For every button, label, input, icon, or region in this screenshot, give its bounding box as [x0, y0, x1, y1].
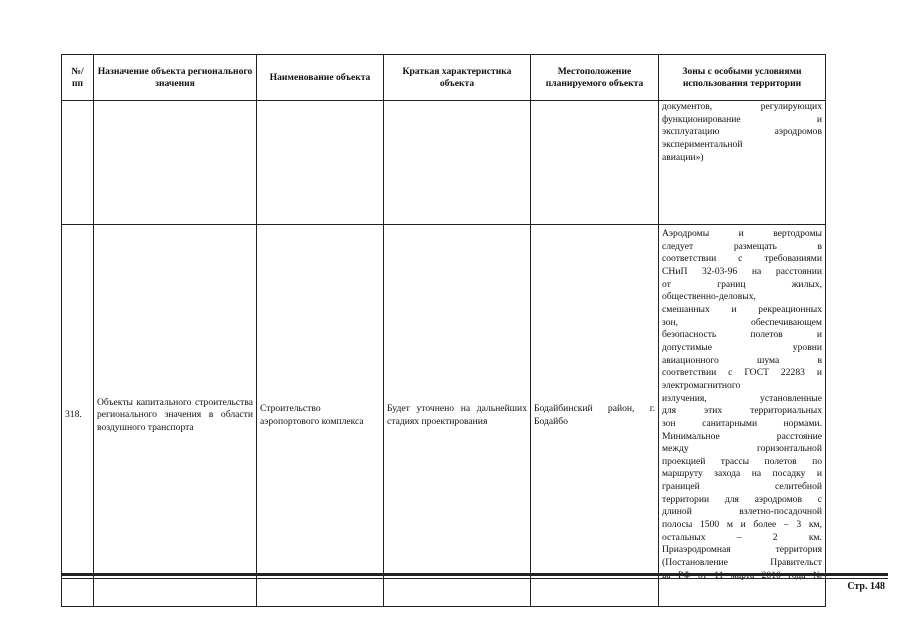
- zone-line: остальных – 2 км.: [662, 531, 822, 543]
- table-row-continuation: [62, 101, 826, 225]
- zone-line: излучения, установленные: [662, 392, 822, 404]
- zone-line: от границ жилых,: [662, 278, 822, 290]
- cell-empty: [384, 101, 531, 225]
- cell-name: Строительство аэропортового комплекса: [257, 225, 384, 607]
- cell-zones-continuation: [659, 101, 826, 225]
- zone-line: смешанных и рекреационных: [662, 303, 822, 315]
- table-header-row: [62, 55, 826, 101]
- header-location: Местоположение планируемого объекта: [531, 55, 659, 101]
- zone-line: экспериментальной: [662, 138, 743, 150]
- cell-purpose: Объекты капитального строительства регионального значения в области воздушного транспорта: [94, 225, 257, 607]
- zone-line: для этих территориальных: [662, 405, 822, 417]
- zone-line: следует размещать в: [662, 240, 822, 252]
- cell-empty: [257, 101, 384, 225]
- header-zones: Зоны с особыми условиями использования территории: [659, 55, 826, 101]
- header-purpose: Назначение объекта регионального значения: [94, 55, 257, 101]
- zone-line: СНиП 32-03-96 на расстоянии: [662, 265, 822, 277]
- cell-empty: [94, 101, 257, 225]
- cell-zones: [659, 225, 826, 607]
- zone-line: (Постановление Правительст: [662, 557, 822, 569]
- zone-line: зон санитарными нормами.: [662, 417, 822, 429]
- zone-line: документов, регулирующих: [662, 101, 822, 112]
- cell-characteristic: Будет уточнено на дальнейших стадиях проектирования: [384, 225, 531, 607]
- cell-empty: [62, 101, 94, 225]
- zone-line: авиационного шума в: [662, 354, 822, 366]
- zone-line: Минимальное расстояние: [662, 430, 822, 442]
- header-num: №/ пп: [62, 55, 94, 101]
- cell-location: Бодайбинский район, г. Бодайбо: [531, 225, 659, 607]
- footer-divider-thin: [61, 578, 888, 579]
- header-name: Наименование объекта: [257, 55, 384, 101]
- zone-line: Приаэродромная территория: [662, 544, 822, 556]
- zone-line: допустимые уровни: [662, 341, 822, 353]
- footer-divider: [61, 573, 888, 576]
- zone-line: длиной взлетно-посадочной: [662, 506, 822, 518]
- zone-line: электромагнитного: [662, 379, 741, 391]
- zone-line: авиации»): [662, 151, 704, 163]
- page-number: Стр. 148: [847, 581, 885, 592]
- zone-line: маршруту захода на посадку и: [662, 468, 822, 480]
- table-row-318: [62, 225, 826, 607]
- zone-line: соответствии с требованиями: [662, 253, 822, 265]
- zone-line: соответствии с ГОСТ 22283 и: [662, 367, 822, 379]
- zone-line: полосы 1500 м и более – 3 км,: [662, 519, 822, 531]
- zone-line: территории для аэродромов с: [662, 493, 822, 505]
- header-characteristic: Краткая характеристика объекта: [384, 55, 531, 101]
- zone-line: [662, 570, 822, 583]
- cell-empty: [531, 101, 659, 225]
- zone-line: границей селитебной: [662, 481, 822, 493]
- zone-line: между горизонтальной: [662, 443, 822, 455]
- zone-line: проекцией трассы полетов по: [662, 455, 822, 467]
- cell-num: 318.: [62, 225, 94, 607]
- objects-table: [61, 54, 826, 607]
- zone-line: эксплуатацию аэродромов: [662, 126, 822, 138]
- zone-line: зон, обеспечивающем: [662, 316, 822, 328]
- zone-line: Аэродромы и вертодромы: [662, 228, 822, 239]
- zone-line: функционирование и: [662, 113, 822, 125]
- zone-line: общественно-деловых,: [662, 291, 756, 303]
- zone-line: безопасность полетов и: [662, 329, 822, 341]
